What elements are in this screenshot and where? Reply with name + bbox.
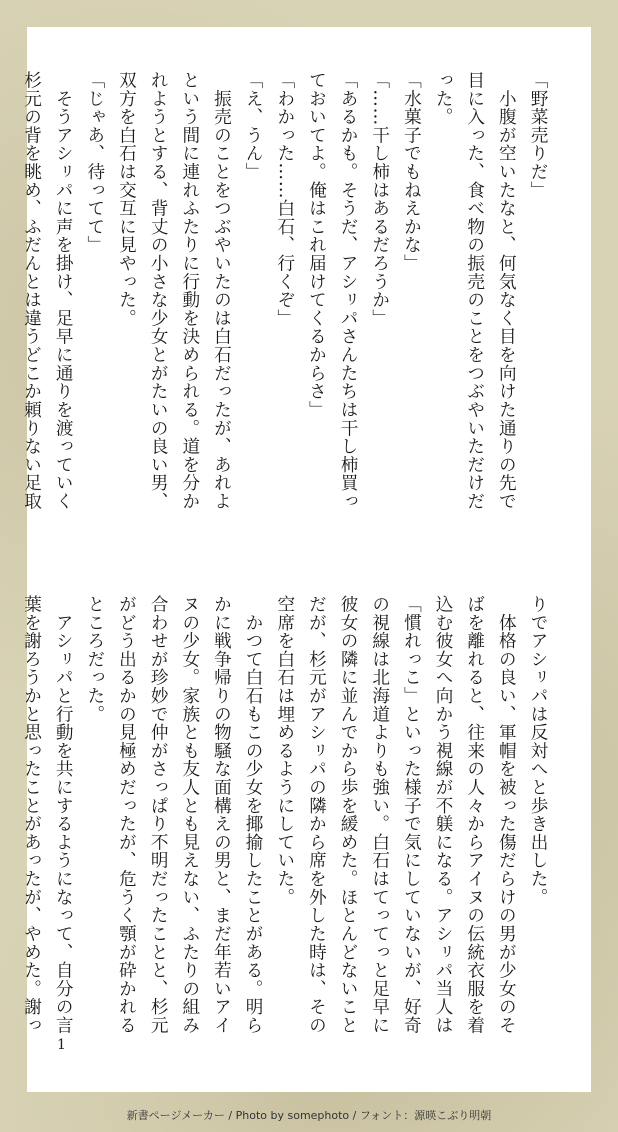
- text-line: 「じゃあ、待ってて」: [84, 71, 105, 255]
- text-line: 「わかった……白石、行くぞ」: [274, 71, 295, 328]
- text-line: 空席を白石は埋めるようにしていた。: [274, 595, 295, 907]
- text-line: かに戦争帰りの物騒な面構えの男と、まだ年若いアイ: [211, 595, 232, 1035]
- text-line: 「え、うん」: [243, 71, 264, 181]
- text-line: そうアシㇼパに声を掛け、足早に通りを渡っていく: [53, 71, 74, 511]
- text-line: 振売のことをつぶやいたのは白石だったが、あれよ: [211, 71, 232, 511]
- text-line: ヌの少女。家族とも友人とも見えない、ふたりの組み: [179, 595, 200, 1035]
- text-line: かつて白石もこの少女を揶揄したことがある。明ら: [243, 595, 264, 1035]
- text-line: 「……干し柿はあるだろうか」: [369, 71, 390, 328]
- book-page: [21, 27, 591, 1092]
- text-line: 目に入った、食べ物の振売のことをつぶやいただけだ: [464, 71, 485, 511]
- text-line: った。: [433, 71, 454, 126]
- text-line: がどう出るかの見極めだったが、危うく顎が砕かれる: [116, 595, 137, 1035]
- text-line: 小腹が空いたなと、何気なく目を向けた通りの先で: [496, 71, 517, 511]
- text-line: ておいてよ。俺はこれ届けてくるからさ」: [306, 71, 327, 419]
- text-line: 合わせが珍妙で仲がさっぱり不明だったことと、杉元: [148, 595, 169, 1035]
- text-line: 葉を謝ろうかと思ったことがあったが、やめた。謝っ: [21, 595, 42, 1035]
- text-line: ばを離れると、往来の人々からアイヌの伝統衣服を着: [464, 595, 485, 1035]
- text-line: りでアシㇼパは反対へと歩き出した。: [528, 595, 548, 907]
- text-line: 双方を白石は交互に見やった。: [116, 71, 137, 328]
- text-line: 込む彼女へ向かう視線が不躾になる。アシㇼパ当人は: [433, 595, 454, 1035]
- text-column-top: [21, 71, 553, 545]
- text-line: だが、杉元がアシㇼパの隣から席を外した時は、その: [306, 595, 327, 1035]
- text-line: という間に連れふたりに行動を決められる。道を分か: [179, 71, 200, 511]
- footer-credit: 新書ページメーカー / Photo by somephoto / フォント：源暎こぶり明朝: [126, 1108, 492, 1122]
- text-column-bottom: [21, 595, 553, 1069]
- text-line: 「野菜売りだ」: [528, 71, 548, 200]
- text-line: 「水菓子でもねえかな」: [401, 71, 422, 273]
- text-line: ところだった。: [84, 595, 105, 724]
- text-line: 「あるかも。そうだ、アシㇼパさんたちは干し柿買っ: [338, 71, 359, 511]
- text-line: 杉元の背を眺め、ふだんとは違うどこか頼りない足取: [21, 71, 42, 511]
- text-line: 彼女の隣に並んでから歩を緩めた。ほとんどないこと: [338, 595, 359, 1035]
- text-line: の視線は北海道よりも強い。白石はてってっと足早に: [369, 595, 390, 1035]
- page-number: 1: [57, 1037, 66, 1053]
- text-line: れようとする、背丈の小さな少女とがたいの良い男、: [148, 71, 169, 511]
- text-line: 体格の良い、軍帽を被った傷だらけの男が少女のそ: [496, 595, 517, 1035]
- text-line: アシㇼパと行動を共にするようになって、自分の言: [53, 595, 74, 1035]
- text-line: 「慣れっこ」といった様子で気にしていないが、好奇: [401, 595, 422, 1035]
